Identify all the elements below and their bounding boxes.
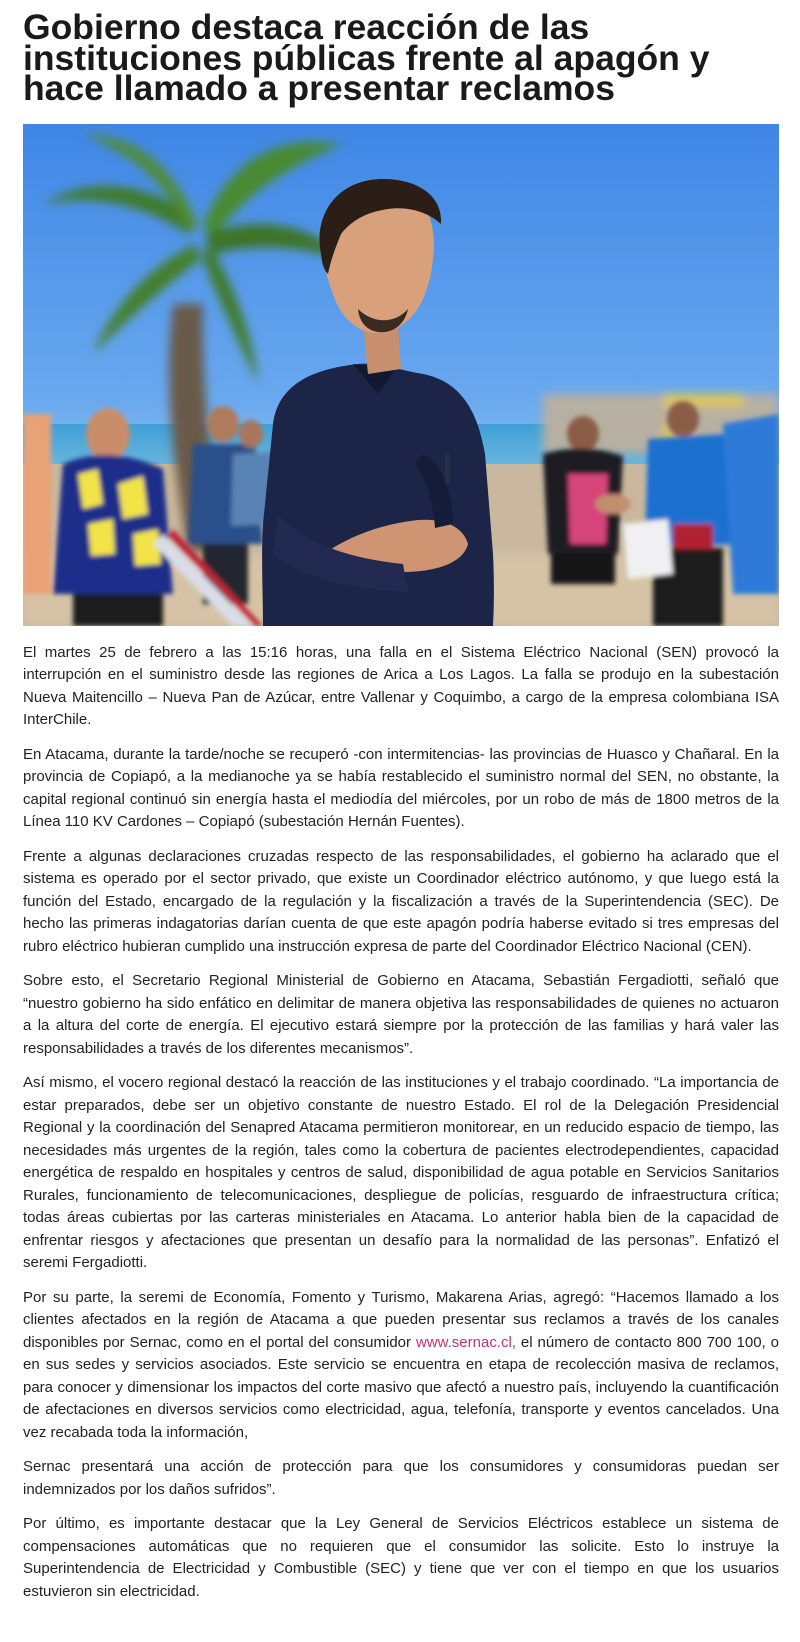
paragraph: En Atacama, durante la tarde/noche se recuperó -con intermitencias- las provincias de Huasco y Chañaral. En la provincia de Copiapó, a la medianoche ya se había restablecido el suministro normal del SEN, no obstante, la capital regional continuó sin energía hasta el mediodía del miércoles, por un robo de más de 1800 metros de la Línea 110 KV Cardones – Copiapó (subestación Hernán Fuentes). [23, 745, 779, 830]
article-body [23, 642, 779, 1604]
article-photo [23, 124, 779, 626]
paragraph: Sobre esto, el Secretario Regional Ministerial de Gobierno en Atacama, Sebastián Fergadiotti, señaló que “nuestro gobierno ha sido enfático en delimitar de manera objetiva las responsabilidades de quienes no actuaron a la altura del corte de energía. El ejecutivo estará siempre por la protección de las familias y hará valer las responsabilidades a través de los diferentes mecanismos”. [23, 972, 779, 1057]
article [23, 0, 779, 1603]
paragraph: Sernac presentará una acción de protección para que los consumidores y consumidoras puedan ser indemnizados por los daños sufridos”. [23, 1458, 779, 1498]
paragraph [23, 1287, 779, 1445]
paragraph: Así mismo, el vocero regional destacó la reacción de las instituciones y el trabajo coordinado. “La importancia de estar preparados, debe ser un objetivo constante de nuestro Estado. El rol de la Delegación Presidencial Regional y la coordinación del Senapred Atacama permitieron monitorear, en un reducido espacio de tiempo, las necesidades más urgentes de la región, tales como la cobertura de pacientes electrodependientes, capacidad energética de respaldo en hospitales y centros de salud, disponibilidad de agua potable en Servicios Sanitarios Rurales, funcionamiento de telecomunicaciones, despliegue de policías, resguardo de infraestructura crítica; todas áreas cubiertas por las carteras ministeriales en Atacama. Lo anterior habla bien de la capacidad de enfrentar riesgos y afectaciones que presentan un desafío para la normalidad de las personas”. Enfatizó el seremi Fergadiotti. [23, 1074, 779, 1271]
paragraph-text: Por su parte, la seremi de Economía, Fomento y Turismo, Makarena Arias, agregó: “Hacemos llamado a los clientes afectados en la región de Atacama a que pueden presentar sus reclamos a través de los canales disponibles por Sernac, como en el portal del consumidor [23, 1288, 779, 1351]
paragraph-text: el número de contacto 800 700 100, o en sus sedes y servicios asociados. Este servicio se encuentra en etapa de recolección masiva de reclamos, para conocer y dimensionar los impactos del corte masivo que afectó a nuestro país, incluyendo la cuantificación de afectaciones en diversos servicios como electricidad, agua, telefonía, transporte y eventos cancelados. Una vez recabada toda la información, [23, 1333, 780, 1441]
paragraph: El martes 25 de febrero a las 15:16 horas, una falla en el Sistema Eléctrico Nacional (SEN) provocó la interrupción en el suministro desde las regiones de Arica a Los Lagos. La falla se produjo en la subestación Nueva Maitencillo – Nueva Pan de Azúcar, entre Vallenar y Coquimbo, a cargo de la empresa colombiana ISA InterChile. [23, 643, 779, 728]
sernac-link[interactable]: www.sernac.cl, [415, 1333, 516, 1351]
paragraph: Frente a algunas declaraciones cruzadas respecto de las responsabilidades, el gobierno ha aclarado que el sistema es operado por el sector privado, que existe un Coordinador eléctrico autónomo, y que luego está la función del Estado, encargado de la regulación y la fiscalización a través de la Superintendencia (SEC). De hecho las primeras indagatorias darían cuenta de que este apagón podría haberse evitado si tres empresas del rubro eléctrico hubieran cumplido una instrucción expresa de parte del Coordinador Eléctrico Nacional (CEN). [23, 847, 779, 955]
paragraph: Por último, es importante destacar que la Ley General de Servicios Eléctricos establece un sistema de compensaciones automáticas que no requieren que el consumidor las solicite. Esto lo instruye la Superintendencia de Electricidad y Combustible (SEC) y tiene que ver con el tiempo en que los usuarios estuvieron sin electricidad. [23, 1515, 779, 1600]
article-title: Gobierno destaca reacción de las instituciones públicas frente al apagón y hace llamado a presentar reclamos [23, 7, 710, 108]
